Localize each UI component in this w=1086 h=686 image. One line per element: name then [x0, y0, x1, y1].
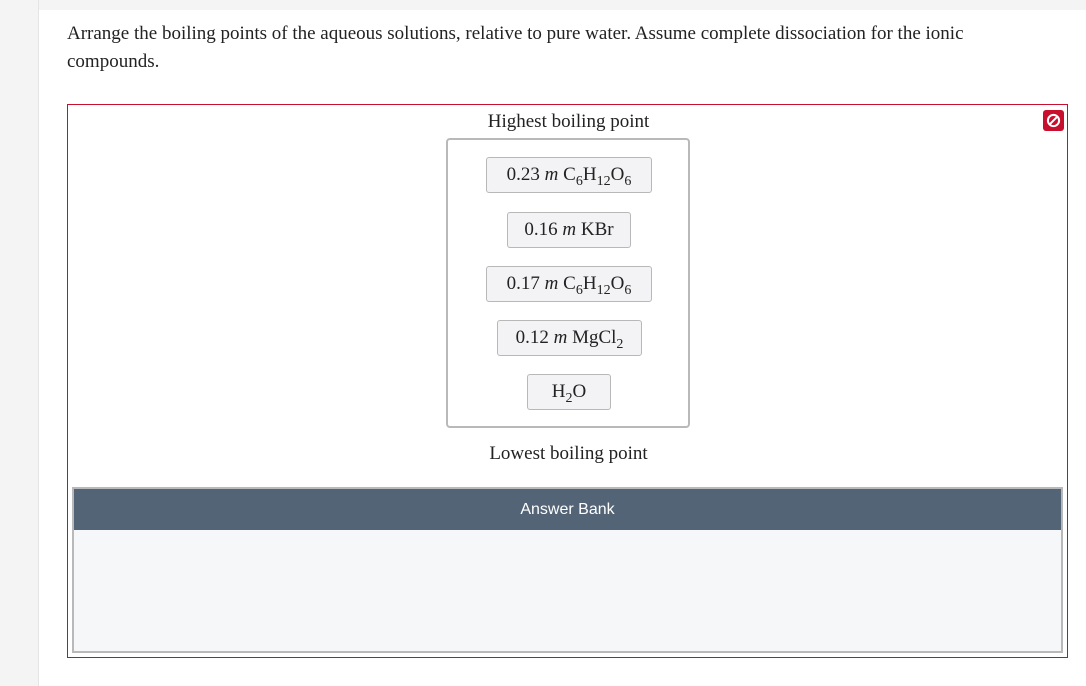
chip-concentration: 0.17: [506, 273, 540, 294]
highest-label: Highest boiling point: [487, 111, 650, 132]
question-text: Arrange the boiling points of the aqueous solutions, relative to pure water. Assume complete dissociation for the ionic compounds.: [67, 23, 964, 72]
answer-bank[interactable]: [72, 487, 1063, 653]
lowest-label: Lowest boiling point: [489, 443, 648, 464]
chip-unit: m: [562, 219, 577, 240]
chip-formula: $H_2O$: [551, 381, 587, 406]
chip-unit: m: [544, 164, 559, 185]
chip-unit: m: [544, 273, 559, 294]
answer-chip[interactable]: [486, 266, 652, 302]
answer-bank-header: Answer Bank: [74, 489, 1061, 530]
chip-concentration: 0.23: [506, 164, 540, 185]
answer-chip[interactable]: [497, 320, 642, 356]
ranking-area: [67, 104, 1068, 658]
answer-chip[interactable]: [486, 157, 652, 193]
answer-chip[interactable]: [527, 374, 611, 410]
chip-unit: m: [553, 327, 568, 348]
chip-formula: MgCl$_2$: [572, 327, 624, 352]
chip-formula: $C_6H_{12}O_6$: [563, 273, 632, 298]
left-margin: [0, 0, 39, 686]
answer-chip[interactable]: [507, 212, 631, 248]
ranking-drop-zone[interactable]: [446, 138, 690, 428]
question-panel: [39, 10, 1086, 686]
chip-concentration: 0.16: [524, 219, 558, 240]
chip-formula: $C_6H_{12}O_6$: [563, 164, 632, 189]
chip-concentration: 0.12: [515, 327, 549, 348]
chip-formula: KBr: [580, 219, 614, 240]
